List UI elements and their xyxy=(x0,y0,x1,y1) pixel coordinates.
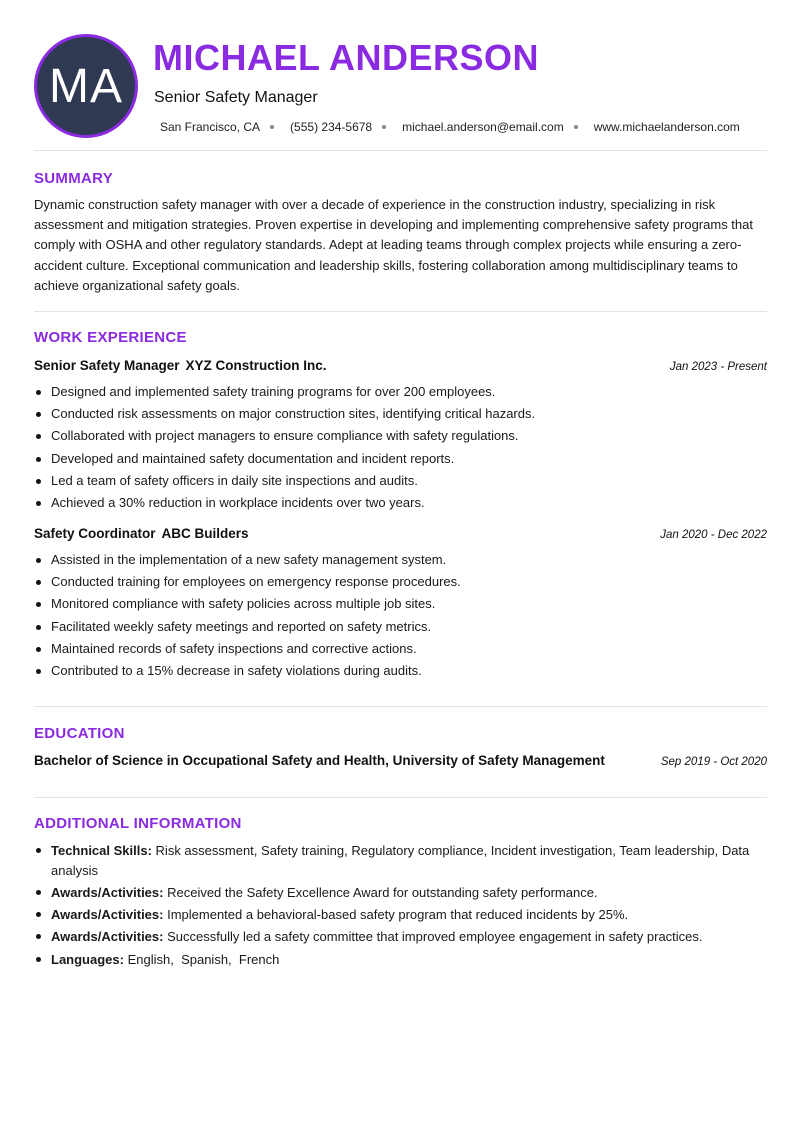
job-header xyxy=(34,358,767,373)
list-item: Collaborated with project managers to ensure compliance with safety regulations. xyxy=(34,425,767,447)
list-item xyxy=(34,883,767,903)
divider xyxy=(34,311,767,312)
list-item: Conducted training for employees on emergency response procedures. xyxy=(34,571,767,593)
contact-website[interactable]: www.michaelanderson.com xyxy=(593,120,740,134)
info-label: Awards/Activities: xyxy=(51,928,164,944)
separator-dot xyxy=(270,125,274,129)
job-company: XYZ Construction Inc. xyxy=(185,358,327,373)
job-header xyxy=(34,526,767,541)
list-item: Facilitated weekly safety meetings and reported on safety metrics. xyxy=(34,616,767,638)
job-company: ABC Builders xyxy=(161,526,249,541)
contact-email[interactable]: michael.anderson@email.com xyxy=(402,120,564,134)
list-item xyxy=(34,927,767,947)
section-heading-education: EDUCATION xyxy=(34,725,125,742)
job-role: Senior Safety Manager xyxy=(34,358,180,373)
separator-dot xyxy=(574,125,578,129)
list-item: Developed and maintained safety documentation and incident reports. xyxy=(34,448,767,470)
contact-phone: (555) 234-5678 xyxy=(290,120,373,134)
list-item xyxy=(34,950,767,970)
contact-location: San Francisco, CA xyxy=(160,120,261,134)
avatar xyxy=(34,34,138,138)
job-bullet-list xyxy=(34,549,767,682)
list-item: Maintained records of safety inspections and corrective actions. xyxy=(34,638,767,660)
job-dates: Jan 2020 - Dec 2022 xyxy=(660,529,767,541)
separator-dot xyxy=(382,125,386,129)
divider xyxy=(34,150,767,151)
additional-info-list xyxy=(34,841,767,972)
list-item: Contributed to a 15% decrease in safety violations during audits. xyxy=(34,660,767,682)
info-text: Received the Safety Excellence Award for outstanding safety performance. xyxy=(167,884,598,900)
job-dates: Jan 2023 - Present xyxy=(669,361,767,373)
contact-info xyxy=(160,120,740,134)
job-title: Senior Safety Manager xyxy=(154,89,318,106)
summary-text: Dynamic construction safety manager with over a decade of experience in the construction industry, specializing in risk assessment and mitigation strategies. Proven expertise in developing and implementing comprehensive safety programs that comply with OSHA and other regulatory standards. Adept at leading teams through complex projects while ensuring a zero-accident culture. Exceptional communication and leadership skills, fostering collaboration among multidisciplinary teams to achieve organizational safety goals. xyxy=(34,197,753,293)
candidate-name: MICHAEL ANDERSON xyxy=(153,37,540,78)
job-role: Safety Coordinator xyxy=(34,526,156,541)
list-item: Designed and implemented safety training programs for over 200 employees. xyxy=(34,381,767,403)
job-role-line xyxy=(34,358,327,373)
info-text: Risk assessment, Safety training, Regulatory compliance, Incident investigation, Team leadership, Data analysis xyxy=(51,843,750,878)
list-item: Conducted risk assessments on major construction sites, identifying critical hazards. xyxy=(34,403,767,425)
divider xyxy=(34,797,767,798)
list-item xyxy=(34,905,767,925)
section-heading-additional: ADDITIONAL INFORMATION xyxy=(34,815,242,832)
section-heading-summary: SUMMARY xyxy=(34,170,114,187)
list-item: Monitored compliance with safety policies across multiple job sites. xyxy=(34,593,767,615)
job-bullet-list xyxy=(34,381,767,514)
list-item: Led a team of safety officers in daily site inspections and audits. xyxy=(34,470,767,492)
section-heading-experience: WORK EXPERIENCE xyxy=(34,329,187,346)
education-degree: Bachelor of Science in Occupational Safety and Health, University of Safety Management xyxy=(34,753,605,768)
education-dates: Sep 2019 - Oct 2020 xyxy=(660,756,767,768)
list-item: Achieved a 30% reduction in workplace incidents over two years. xyxy=(34,492,767,514)
list-item: Assisted in the implementation of a new safety management system. xyxy=(34,549,767,571)
avatar-initials: MA xyxy=(49,59,123,113)
info-text: Successfully led a safety committee that improved employee engagement in safety practices. xyxy=(167,928,703,944)
divider xyxy=(34,706,767,707)
info-text: Implemented a behavioral-based safety program that reduced incidents by 25%. xyxy=(167,906,629,922)
info-label: Awards/Activities: xyxy=(51,906,164,922)
job-role-line xyxy=(34,526,249,541)
list-item xyxy=(34,841,767,880)
info-label: Languages: xyxy=(51,952,124,967)
info-label: Awards/Activities: xyxy=(51,884,164,900)
info-text: English, Spanish, French xyxy=(127,952,280,967)
education-entry xyxy=(34,753,767,768)
info-label: Technical Skills: xyxy=(51,843,152,858)
